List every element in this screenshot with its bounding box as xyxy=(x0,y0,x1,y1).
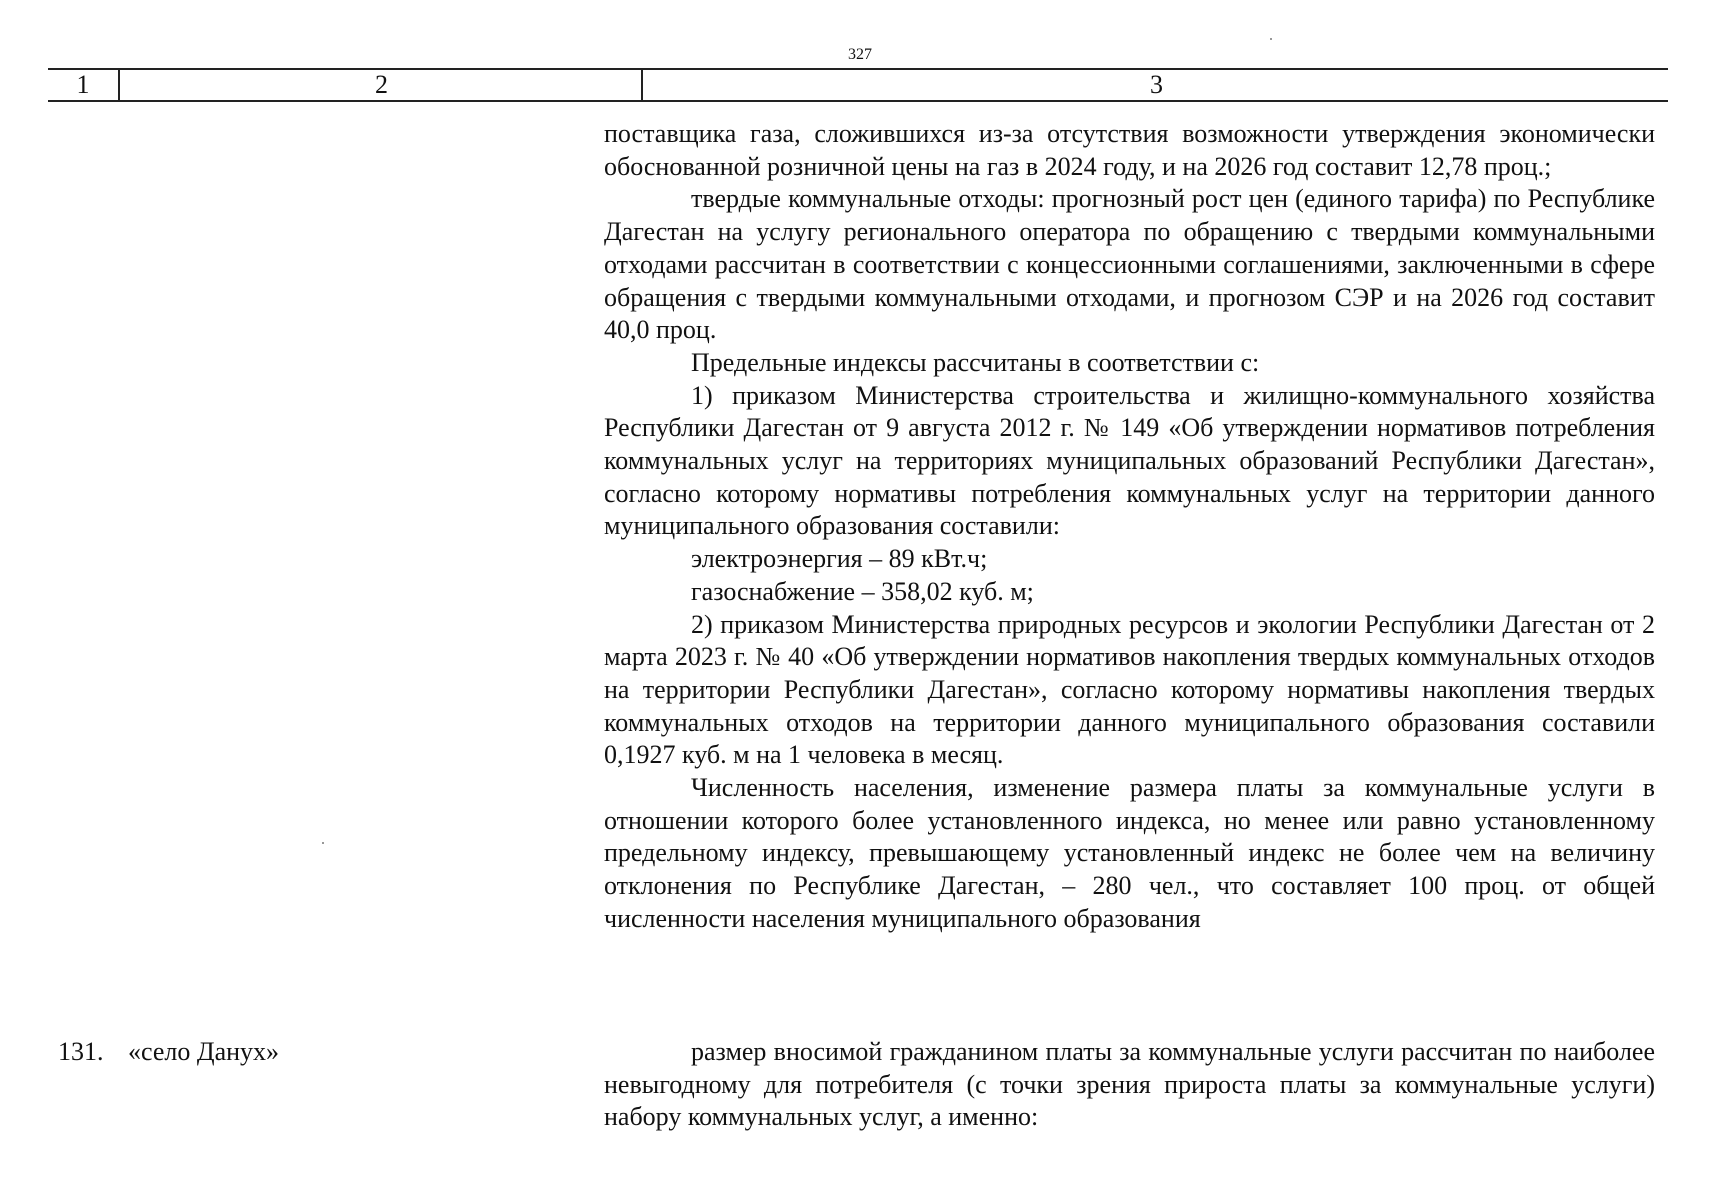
municipality-name: «село Данух» xyxy=(128,1037,280,1066)
paragraph-population: Численность населения, изменение размера платы за коммунальные услуги в отношении которого более установленного индекса, но менее или равно установленному предельному индексу, превышающему установленный индекс не более чем на величину отклонения по Республике Дагестан, – 280 чел., что составляет 100 проц. от общей численности населения муниципального образования xyxy=(604,773,1655,933)
paragraph-limit-indices: Предельные индексы рассчитаны в соответствии с: xyxy=(691,347,1260,377)
scan-speck xyxy=(1270,38,1272,40)
page-number: 327 xyxy=(848,46,872,63)
table-header-col1: 1 xyxy=(76,70,90,99)
paragraph-solid-waste: твердые коммунальные отходы: прогнозный рост цен (единого тарифа) по Республике Дагестан на услугу регионального оператора по обращению с твердыми коммунальными отходами рассчитан в соответствии с концессионными соглашениями, заключенными в сфере обращения с твердыми коммунальными отходами, и прогнозом СЭР и на 2026 год составит 40,0 проц. xyxy=(604,184,1655,345)
paragraph-order-nature: 2) приказом Министерства природных ресурсов и экологии Республики Дагестан от 2 марта 2023 г. № 40 «Об утверждении нормативов накопления твердых коммунальных отходов на территории Республики Дагестан», согласно которому нормативы накопления твердых коммунальных отходов на территории данного муниципального образования составили 0,1927 куб. м на 1 человека в месяц. xyxy=(604,609,1655,770)
continuation-text-block xyxy=(604,118,1655,936)
paragraph-payment-size: размер вносимой гражданином платы за коммунальные услуги рассчитан по наиболее невыгодному для потребителя (с точки зрения прироста платы за коммунальные услуги) набору коммунальных услуг, а именно: xyxy=(604,1037,1655,1132)
table-header-col2: 2 xyxy=(118,70,643,100)
scan-speck xyxy=(322,842,324,844)
paragraph-gas-supplier: поставщика газа, сложившихся из-за отсутствия возможности утверждения экономически обоснованной розничной цены на газ в 2024 году, и на 2026 год составит 12,78 проц.; xyxy=(604,119,1655,181)
paragraph-gas-norm: газоснабжение – 358,02 куб. м; xyxy=(691,576,1034,606)
paragraph-electricity-norm: электроэнергия – 89 кВт.ч; xyxy=(691,544,988,574)
table-header-col3: 3 xyxy=(641,70,1670,100)
table-header-row xyxy=(48,68,1668,102)
row-number: 131. xyxy=(58,1037,104,1066)
entry-text-block xyxy=(604,1036,1655,1134)
paragraph-order-construction: 1) приказом Министерства строительства и жилищно-коммунального хозяйства Республики Дагестан от 9 августа 2012 г. № 149 «Об утверждении нормативов потребления коммунальных услуг на территориях муниципальных образований Республики Дагестан», согласно которому нормативы потребления коммунальных услуг на территории данного муниципального образования составили: xyxy=(604,380,1655,541)
